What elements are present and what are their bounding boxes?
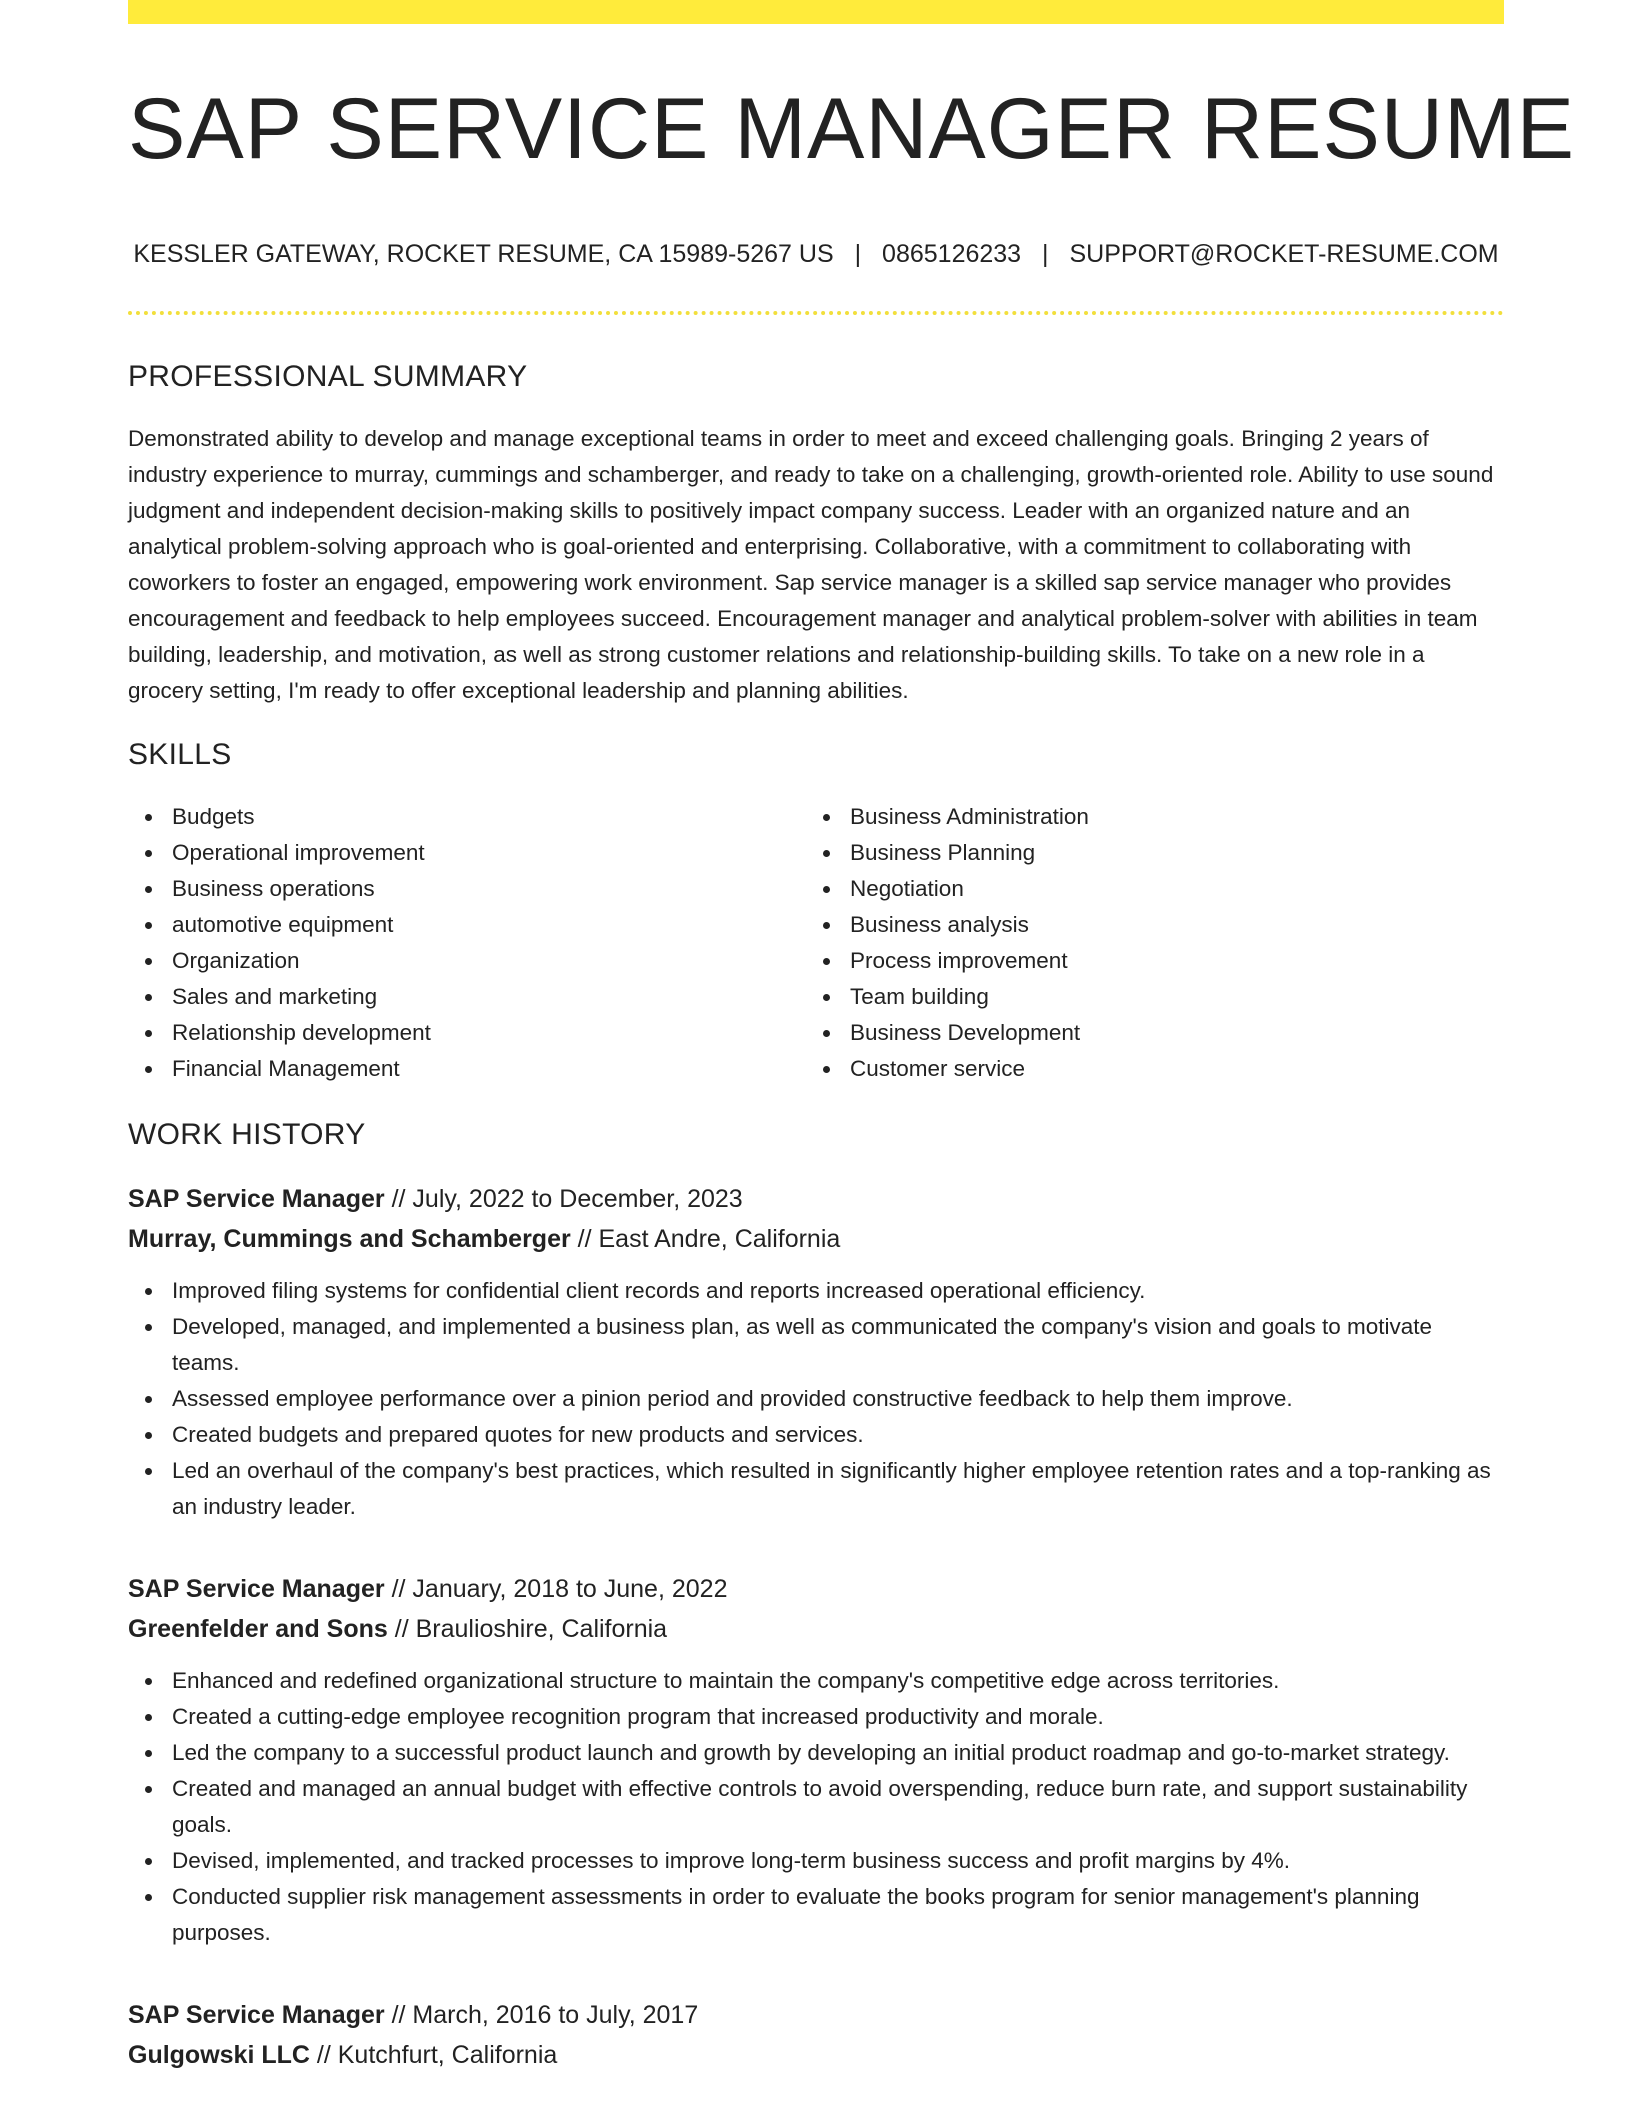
- job-title: SAP Service Manager: [128, 2000, 385, 2029]
- contact-line: [128, 239, 1504, 269]
- skill-item: Sales and marketing: [128, 979, 806, 1015]
- contact-phone: 0865126233: [882, 239, 1022, 268]
- skill-item: Negotiation: [806, 871, 1484, 907]
- summary-text: Demonstrated ability to develop and manage exceptional teams in order to meet and exceed challenging goals. Bringing 2 years of industry experience to murray, cummings and schamberger, and ready to take on a challenging, growth-oriented role. Ability to use sound judgment and independent decision-making skills to positively impact company success. Leader with an organized nature and an analytical problem-solving approach who is goal-oriented and enterprising. Collaborative, with a commitment to collaborating with coworkers to foster an engaged, empowering work environment. Sap service manager is a skilled sap service manager who provides encouragement and feedback to help employees succeed. Encouragement manager and analytical problem-solver with abilities in team building, leadership, and motivation, as well as strong customer relations and relationship-building skills. To take on a new role in a grocery setting, I'm ready to offer exceptional leadership and planning abilities.: [128, 425, 1494, 703]
- job-company: Gulgowski LLC: [128, 2040, 310, 2069]
- skill-item: Financial Management: [128, 1051, 806, 1087]
- job-location: // Kutchfurt, California: [316, 2040, 558, 2069]
- contact-email: SUPPORT@ROCKET-RESUME.COM: [1069, 239, 1499, 268]
- job-duties: [128, 1273, 1504, 1525]
- job-duties: [128, 1663, 1504, 1951]
- job-dates: // January, 2018 to June, 2022: [391, 1574, 728, 1603]
- skills-column-right: [806, 799, 1484, 1087]
- skills-heading: SKILLS: [128, 737, 232, 771]
- job-company: Greenfelder and Sons: [128, 1614, 388, 1643]
- skill-item: Operational improvement: [128, 835, 806, 871]
- skill-item: Team building: [806, 979, 1484, 1015]
- job-entry: [128, 1995, 1504, 2075]
- job-dates: // July, 2022 to December, 2023: [391, 1184, 743, 1213]
- skill-item: automotive equipment: [128, 907, 806, 943]
- skill-item: Organization: [128, 943, 806, 979]
- accent-bar: [128, 0, 1504, 24]
- skill-item: Business Planning: [806, 835, 1484, 871]
- job-location: // East Andre, California: [577, 1224, 841, 1253]
- job-entry: [128, 1179, 1504, 1525]
- job-dates: // March, 2016 to July, 2017: [391, 2000, 699, 2029]
- skill-item: Business analysis: [806, 907, 1484, 943]
- job-location: // Braulioshire, California: [394, 1614, 668, 1643]
- contact-address: KESSLER GATEWAY, ROCKET RESUME, CA 15989-5267 US: [133, 239, 834, 268]
- skills-list: [128, 799, 1504, 1087]
- duty-item: Developed, managed, and implemented a business plan, as well as communicated the company's vision and goals to motivate teams.: [128, 1309, 1504, 1381]
- job-title-line: [128, 1995, 1504, 2035]
- skill-item: Business operations: [128, 871, 806, 907]
- job-company-line: [128, 1609, 1504, 1649]
- job-title-line: [128, 1569, 1504, 1609]
- duty-item: Created budgets and prepared quotes for new products and services.: [128, 1417, 1504, 1453]
- summary-heading: PROFESSIONAL SUMMARY: [128, 359, 528, 393]
- skill-item: Relationship development: [128, 1015, 806, 1051]
- contact-separator: |: [1042, 239, 1049, 268]
- skill-item: Customer service: [806, 1051, 1484, 1087]
- job-company: Murray, Cummings and Schamberger: [128, 1224, 571, 1253]
- contact-separator: |: [854, 239, 862, 268]
- duty-item: Created and managed an annual budget with effective controls to avoid overspending, reduce burn rate, and support sustainability goals.: [128, 1771, 1504, 1843]
- duty-item: Devised, implemented, and tracked processes to improve long-term business success and profit margins by 4%.: [128, 1843, 1504, 1879]
- skills-column-left: [128, 799, 806, 1087]
- job-entry: [128, 1569, 1504, 1951]
- duty-item: Led the company to a successful product launch and growth by developing an initial product roadmap and go-to-market strategy.: [128, 1735, 1504, 1771]
- work-history-heading: WORK HISTORY: [128, 1117, 366, 1151]
- header-divider: [128, 311, 1504, 315]
- job-title-line: [128, 1179, 1504, 1219]
- duty-item: Conducted supplier risk management assessments in order to evaluate the books program for senior management's planning purposes.: [128, 1879, 1504, 1951]
- job-title: SAP Service Manager: [128, 1184, 385, 1213]
- skill-item: Budgets: [128, 799, 806, 835]
- skill-item: Business Development: [806, 1015, 1484, 1051]
- duty-item: Improved filing systems for confidential client records and reports increased operational efficiency.: [128, 1273, 1504, 1309]
- duty-item: Enhanced and redefined organizational structure to maintain the company's competitive edge across territories.: [128, 1663, 1504, 1699]
- duty-item: Led an overhaul of the company's best practices, which resulted in significantly higher employee retention rates and a top-ranking as an industry leader.: [128, 1453, 1504, 1525]
- job-company-line: [128, 2035, 1504, 2075]
- job-company-line: [128, 1219, 1504, 1259]
- resume-page: [128, 0, 1575, 2075]
- resume-title: SAP SERVICE MANAGER RESUME: [128, 81, 1575, 177]
- duty-item: Assessed employee performance over a pinion period and provided constructive feedback to help them improve.: [128, 1381, 1504, 1417]
- skill-item: Process improvement: [806, 943, 1484, 979]
- duty-item: Created a cutting-edge employee recognition program that increased productivity and morale.: [128, 1699, 1504, 1735]
- job-title: SAP Service Manager: [128, 1574, 385, 1603]
- skill-item: Business Administration: [806, 799, 1484, 835]
